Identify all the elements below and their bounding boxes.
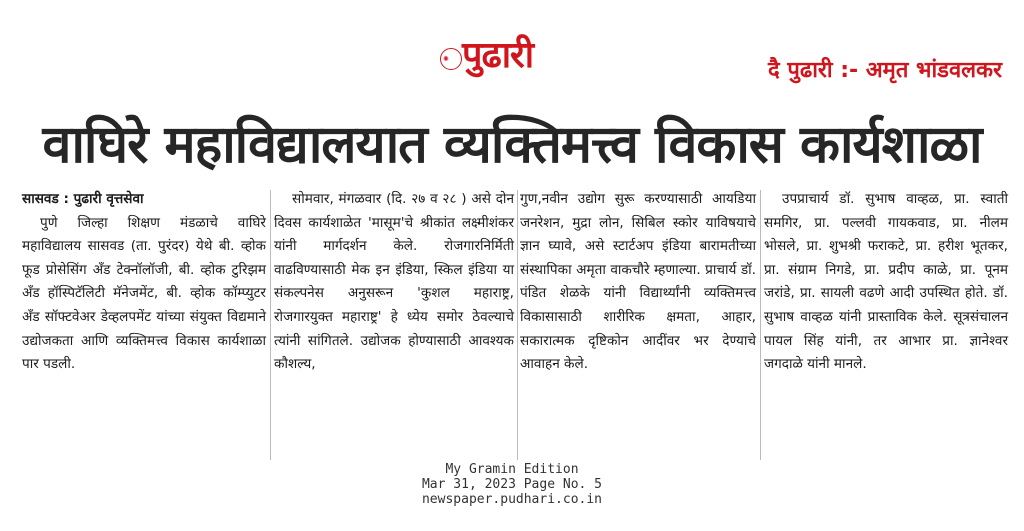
article-headline: वाघिरे महाविद्यालयात व्यक्तिमत्त्व विकास कार्यशाळा [42, 115, 982, 175]
column-text: सोमवार, मंगळवार (दि. २७ व २८ ) असे दोन दिवस कार्यशाळेत 'मासूम'चे श्रीकांत लक्ष्मीशंकर यांनी मार्गदर्शन केले. रोजगारनिर्मिती वाढविण्यासाठी मेक इन इंडिया, स्किल इंडिया या संकल्पनेस अनुसरून 'कुशल महाराष्ट्र, रोजगारयुक्त महाराष्ट्र' हे ध्येय समोर ठेवल्याचे त्यांनी सांगितले. उद्योजक होण्यासाठी आवश्यक कौशल्य, [274, 191, 514, 373]
article-column-1 [22, 188, 266, 377]
column-text: गुण,नवीन उद्योग सुरू करण्यासाठी आयडिया जनरेशन, मुद्रा लोन, सिबिल स्कोर याविषयाचे ज्ञान घ्यावे, असे स्टार्टअप इंडिया बारामतीच्या संस्थापिका अमृता वाकचौरे म्हणाल्या. प्राचार्य डॉ. पंडित शेळके यांनी विद्यार्थ्यांनी व्यक्तिमत्त्व विकासासाठी शारीरिक क्षमता, आहार, सकारात्मक दृष्टिकोन आदींवर भर देण्याचे आवाहन केले. [520, 191, 756, 373]
column-text: उपप्राचार्य डॉ. सुभाष वाव्हळ, प्रा. स्वाती समगिर, प्रा. पल्लवी गायकवाड, प्रा. नीलम भोसले, प्रा. शुभश्री फराकटे, प्रा. हरीश भूतकर, प्रा. संग्राम निगडे, प्रा. प्रदीप काळे, प्रा. पूनम जरांडे, प्रा. सायली वढणे आदी उपस्थित होते. डॉ. सुभाष वाव्हळ यांनी प्रास्ताविक केले. सूत्रसंचालन पायल सिंह यांनी, तर आभार प्रा. ज्ञानेश्वर जगदाळे यांनी मानले. [764, 191, 1008, 373]
article-column-2 [274, 188, 514, 377]
article-column-3 [520, 188, 756, 377]
article-column-4 [764, 188, 1008, 377]
edition-url: newspaper.pudhari.co.in [421, 492, 602, 507]
column-divider [517, 190, 518, 460]
pudhari-logo [436, 30, 584, 82]
column-divider [270, 190, 271, 460]
column-text: पुणे जिल्हा शिक्षण मंडळाचे वाघिरे महाविद्यालय सासवड (ता. पुरंदर) येथे बी. व्होक फूड प्रोसेसिंग अँड टेक्नॉलॉजी, बी. व्होक टुरिझम अँड हॉस्पिटॅलिटी मॅनेजमेंट, बी. व्होक कॉम्प्युटर अँड सॉफ्टवेअर डेव्हलपमेंट यांच्या संयुक्त विद्यमाने उद्योजकता आणि व्यक्तिमत्त्व विकास कार्यशाळा पार पडली. [22, 214, 266, 373]
dateline: सासवड : पुढारी वृत्तसेवा [22, 191, 144, 207]
emblem-icon: ✺ [440, 48, 462, 70]
byline: दै पुढारी :- अमृत भांडवलकर [767, 58, 1002, 83]
logo-wordmark: पुढारी [462, 35, 534, 76]
edition-date-page: Mar 31, 2023 Page No. 5 [421, 477, 602, 492]
edition-name: My Gramin Edition [445, 462, 579, 477]
edition-footer [0, 462, 1024, 507]
column-divider [760, 190, 761, 460]
